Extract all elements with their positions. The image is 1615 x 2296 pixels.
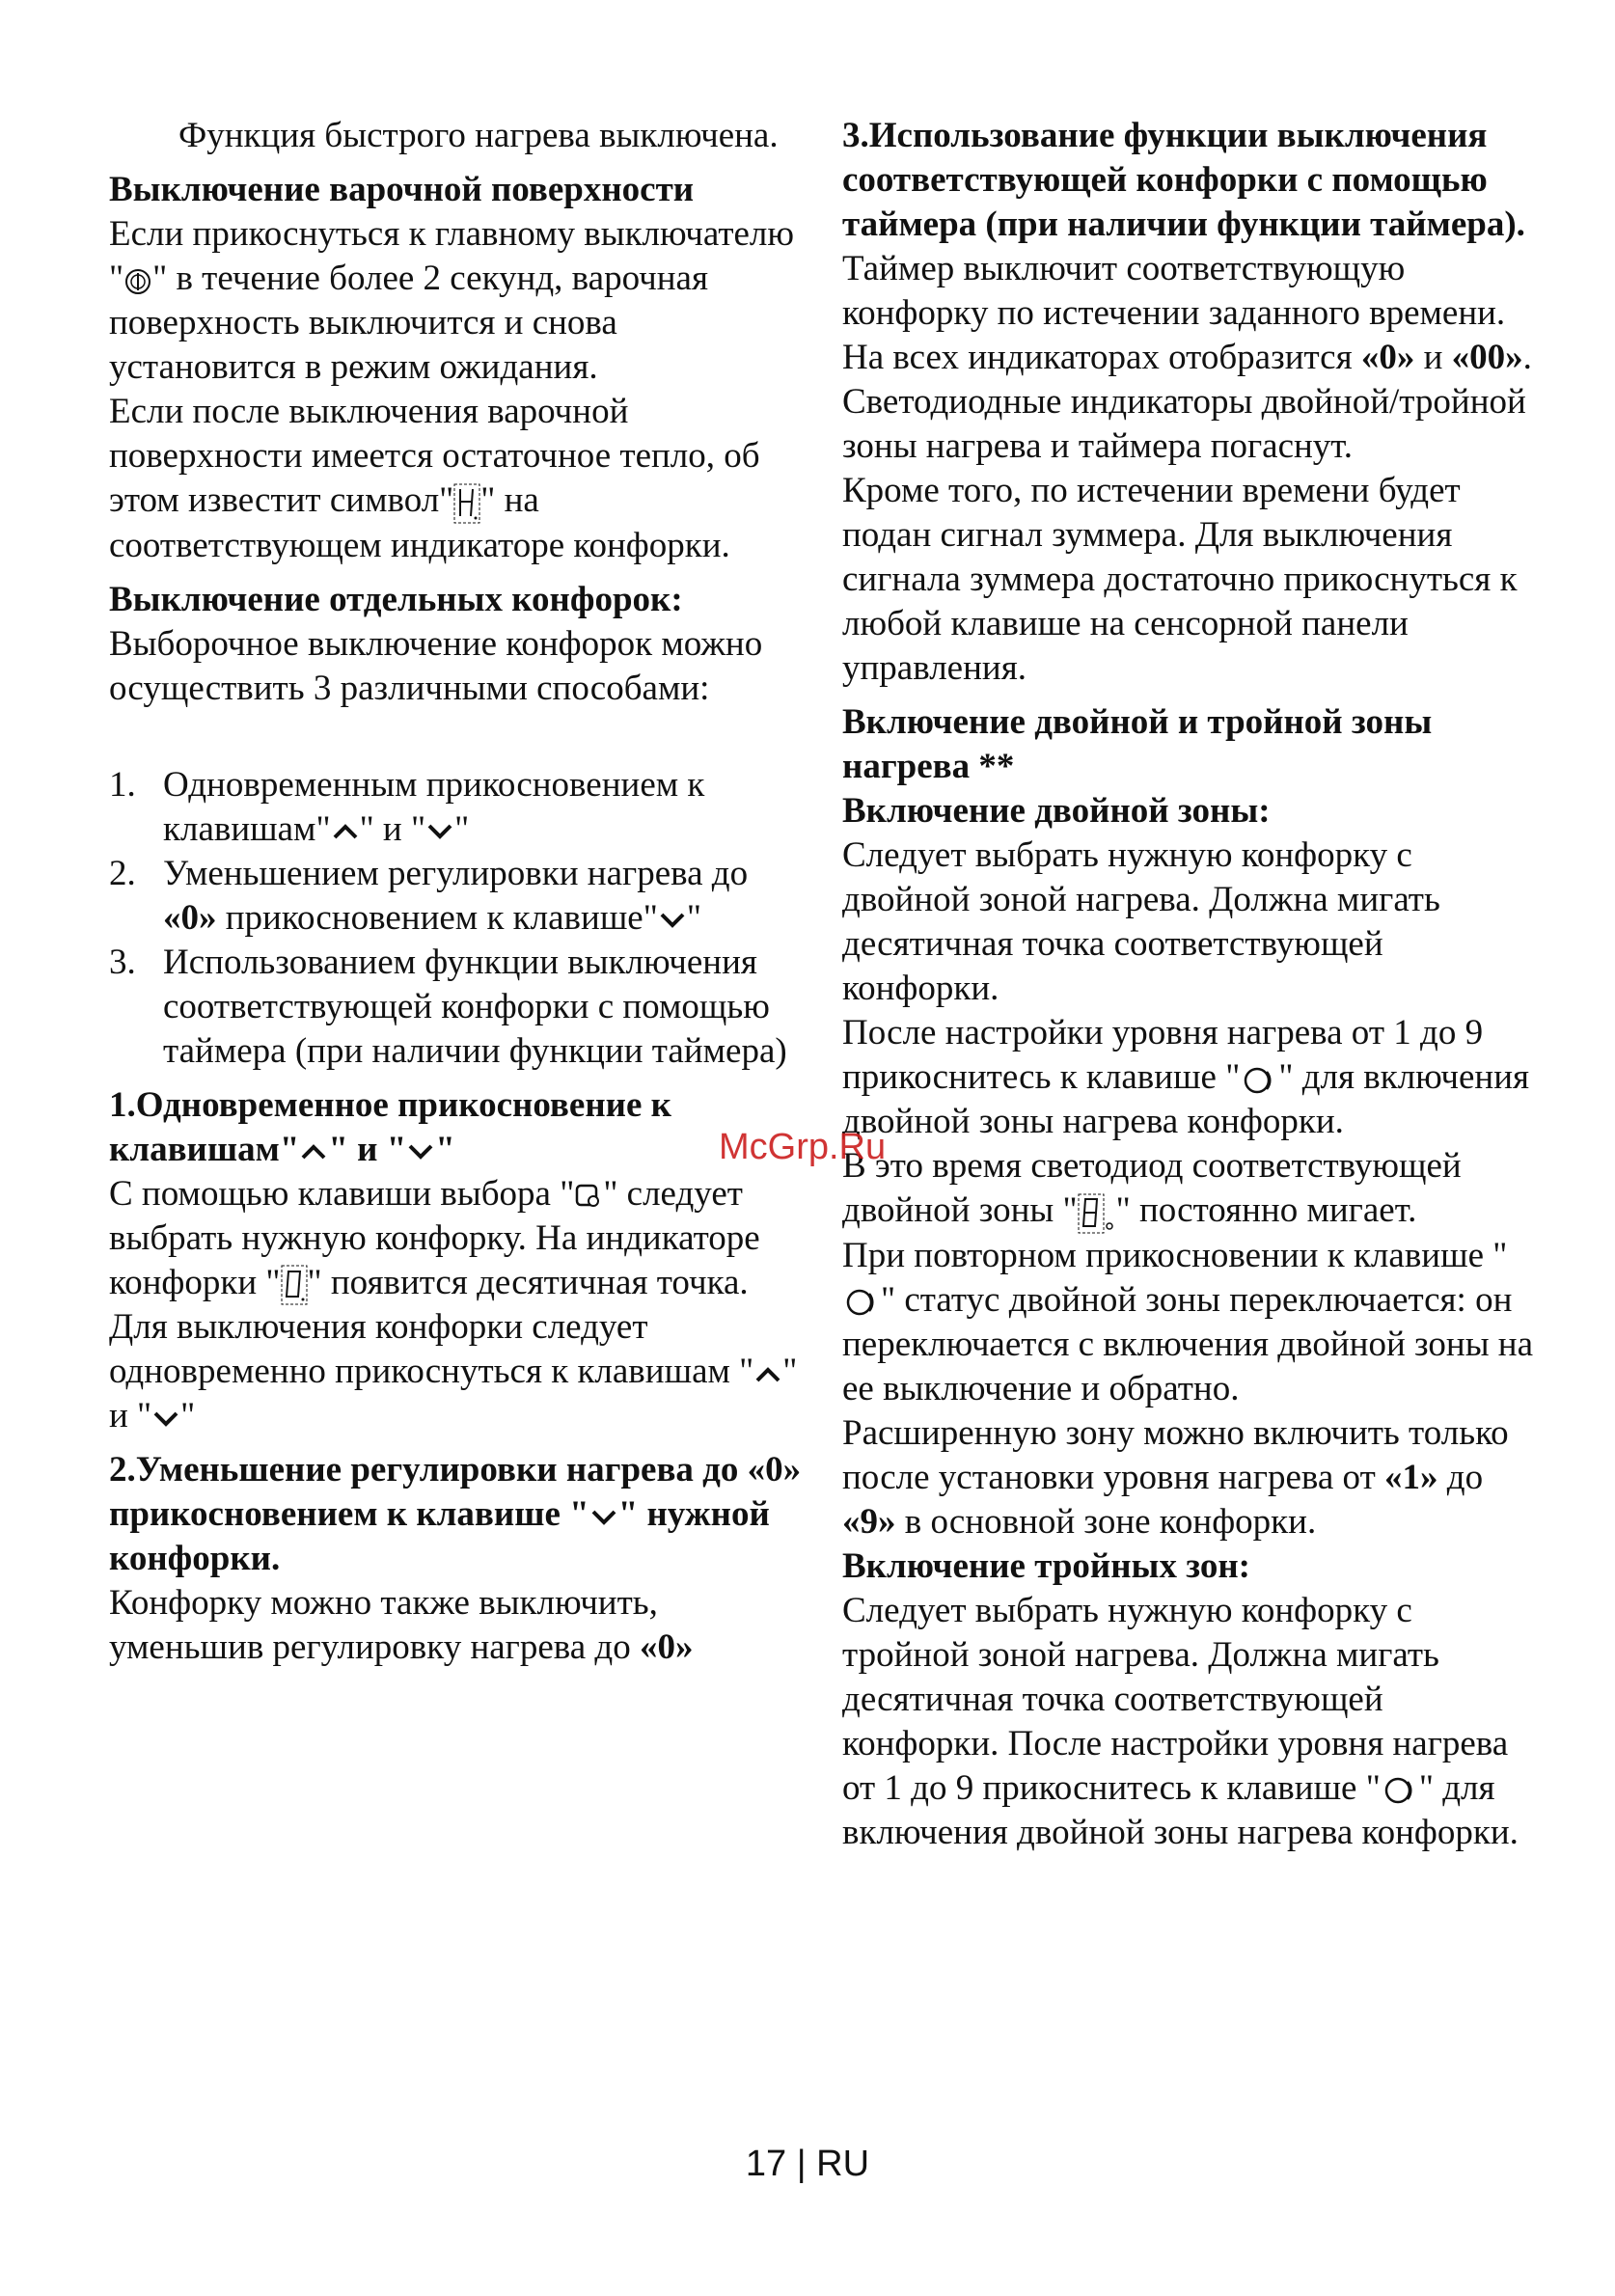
residual-heat-text: Если после выключения варочной поверхности имеется остаточное тепло, об этом известит символ" " на соответствующем индикаторе конфорки.: [109, 392, 760, 565]
heading-single-off: Выключение отдельных конфорок:: [109, 579, 683, 619]
page-footer: 17 | RU: [745, 2144, 870, 2184]
dual-zone-led-icon: [1078, 1193, 1116, 1234]
power-switch-icon: [123, 267, 152, 296]
fast-heat-off-text: Функция быстрого нагрева выключена.: [178, 116, 779, 155]
heading-reduce-to-zero: 2.Уменьшение регулировки нагрева до «0» прикосновением к клавише " " нужной конфорки.: [109, 1450, 802, 1579]
double-zone-activate-text: После настройки уровня нагрева от 1 до 9 прикоснитесь к клавише " " для включения двойной зоны нагрева конфорки.: [842, 1013, 1530, 1141]
heading-zones-on: Включение двойной и тройной зоны нагрева **: [842, 702, 1433, 786]
heading-timer-off: 3.Использование функции выключения соответствующей конфорки с помощью таймера (при наличии функции таймера).: [842, 116, 1525, 244]
burner-zero-indicator-icon: [281, 1265, 308, 1305]
down-arrow-icon: [406, 1141, 435, 1162]
up-arrow-icon: [753, 1364, 782, 1385]
dual-zone-key-icon: [1240, 1065, 1278, 1096]
list-item: 3. Использованием функции выключения соответствующей конфорки с помощью таймера (при наличии функции таймера): [109, 942, 787, 1071]
heading-simultaneous-touch: 1.Одновременное прикосновение к клавишам" " и " ": [109, 1084, 671, 1169]
down-arrow-icon: [151, 1408, 180, 1430]
left-column: [109, 114, 804, 1670]
hob-off-text: Если прикоснуться к главному выключателю " " в течение более 2 секунд, варочная поверхность выключится и снова установится в режим ожидания.: [109, 214, 795, 387]
off-methods-list: [109, 763, 804, 1074]
list-item: 1. Одновременным прикосновением к клавишам" " и " ": [109, 764, 705, 849]
double-zone-select-text: Следует выбрать нужную конфорку с двойной зоной нагрева. Должна мигать десятичная точка соответствующей конфорки.: [842, 835, 1440, 1008]
buzzer-text: Кроме того, по истечении времени будет подан сигнал зуммера. Для выключения сигнала зуммера достаточно прикоснуться к любой клавише на сенсорной панели управления.: [842, 471, 1518, 688]
down-arrow-icon: [589, 1507, 618, 1528]
extended-zone-text: Расширенную зону можно включить только после установки уровня нагрева от «1» до «9» в основной зоне конфорки.: [842, 1412, 1509, 1542]
heading-double-zone: Включение двойной зоны:: [842, 791, 1271, 831]
up-arrow-icon: [331, 821, 360, 842]
reduce-to-zero-text: Конфорку можно также выключить, уменьшив регулировку нагрева до «0»: [109, 1583, 694, 1668]
residual-heat-h-icon: [453, 483, 480, 524]
triple-zone-text: Следует выбрать нужную конфорку с тройной зоной нагрева. Должна мигать десятичная точка соответствующей конфорки. После настройки уровня нагрева от 1 до 9 прикоснитесь к клавише " " для включения двойной зоны нагрева конфорки.: [842, 1590, 1519, 1852]
down-arrow-icon: [425, 821, 454, 842]
heading-triple-zone: Включение тройных зон:: [842, 1545, 1250, 1586]
simultaneous-touch-text: С помощью клавиши выбора " " следует выбрать нужную конфорку. На индикаторе конфорки " " появится десятичная точка. Для выключения конфорки следует одновременно прикоснуться к клавишам " " и " ": [109, 1173, 798, 1436]
heading-hob-off: Выключение варочной поверхности: [109, 170, 695, 209]
down-arrow-icon: [658, 910, 687, 931]
double-zone-toggle-text: При повторном прикосновении к клавише "" статус двойной зоны переключается: он переключается с включения двойной зоны на ее выключение и обратно.: [842, 1235, 1534, 1408]
watermark: McGrp.Ru: [719, 1127, 887, 1167]
list-item: 2. Уменьшением регулировки нагрева до «0» прикосновением к клавише" ": [109, 853, 749, 938]
dual-zone-key-icon: [1381, 1775, 1419, 1806]
dual-zone-key-icon: [842, 1287, 881, 1318]
single-off-text: Выборочное выключение конфорок можно осуществить 3 различными способами:: [109, 623, 763, 708]
right-column: [842, 114, 1537, 1855]
timer-off-text: Таймер выключит соответствующую конфорку по истечении заданного времени. На всех индикаторах отобразится «0» и «00». Светодиодные индикаторы двойной/тройной зоны нагрева и таймера погаснут.: [842, 249, 1532, 466]
up-arrow-icon: [299, 1141, 328, 1162]
zone-select-icon: [574, 1182, 603, 1211]
double-zone-led-text: В это время светодиод соответствующей двойной зоны " " постоянно мигает.: [842, 1144, 1537, 1234]
